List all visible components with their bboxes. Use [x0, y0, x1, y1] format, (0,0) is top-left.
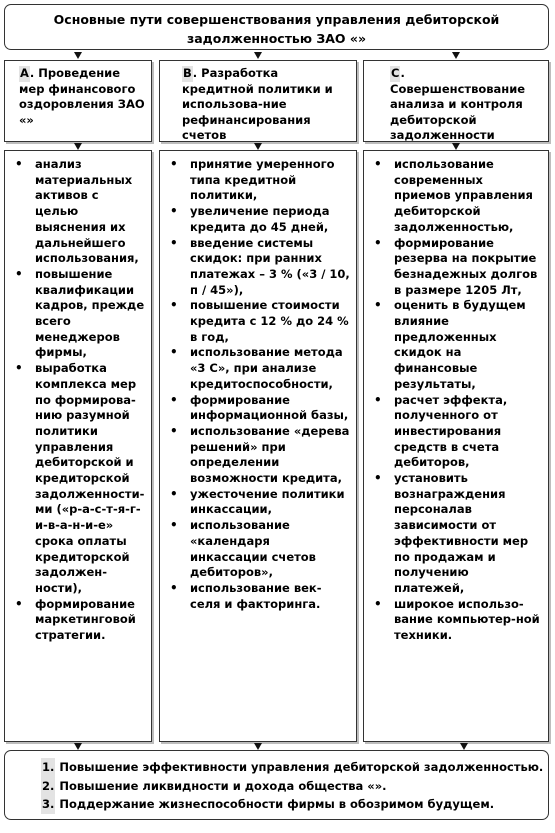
result-number: 2. — [41, 777, 55, 796]
column-b-list — [160, 151, 356, 612]
list-item: • использование метода «3 С», при анализе кредитоспособности, — [190, 345, 350, 392]
arrow-down-icon — [74, 743, 82, 750]
list-item: • выработка комплекса мер по формирова-нию разумной политики управления дебиторской и кредиторской задолженности-ми («р-а-с-т-я-г-и-в-а-н-и-е» срока оплаты кредиторской задолжен-ности), — [35, 361, 145, 597]
arrow-down-icon — [452, 52, 460, 59]
column-c-header-text: . Совершенствование анализа и контроля дебиторской задолженности — [390, 66, 526, 142]
list-item: • введение системы скидок: при ранних платежах – 3 % («3 / 10, п / 45»), — [190, 236, 350, 299]
column-a-header — [4, 60, 152, 142]
column-a-header-text: . Проведение мер финансового оздоровления ЗАО «» — [19, 66, 145, 127]
result-text: Повышение ликвидности и дохода общества «». — [59, 778, 387, 793]
diagram-title-box — [4, 4, 549, 50]
results-box — [4, 750, 549, 820]
arrow-down-icon — [74, 52, 82, 59]
column-a-letter: А — [20, 66, 29, 80]
result-number: 3. — [41, 795, 55, 814]
arrow-down-icon — [254, 52, 262, 59]
result-item — [41, 758, 548, 777]
result-item — [41, 777, 548, 796]
list-item: • повышение стоимости кредита с 12 % до 24 % в год, — [190, 298, 350, 345]
column-c-header — [363, 60, 549, 142]
column-b-measures — [159, 150, 357, 742]
arrow-down-icon — [460, 743, 468, 750]
arrow-down-icon — [254, 743, 262, 750]
result-text: Поддержание жизнеспособности фирмы в обозримом будущем. — [59, 797, 495, 811]
column-b-header — [159, 60, 357, 142]
list-item: • формирование маркетинговой стратегии. — [35, 597, 145, 644]
list-item: • повышение квалификации кадров, прежде всего менеджеров фирмы, — [35, 267, 145, 361]
result-item — [41, 795, 548, 814]
list-item: • широкое использо-вание компьютер-ной техники. — [394, 597, 542, 644]
arrow-down-icon — [452, 143, 460, 150]
list-item: • увеличение периода кредита до 45 дней, — [190, 204, 350, 235]
list-item: • оценить в будущем влияние предложенных скидок на финансовые результаты, — [394, 298, 542, 392]
list-item: • установить вознаграждения персоналав зависимости от эффективности мер по продажам и получению платежей, — [394, 471, 542, 597]
results-list — [41, 758, 548, 814]
column-b-header-text: . Разработка кредитной политики и использова-ние рефинансирования счетов — [182, 66, 333, 142]
result-text: Повышение эффективности управления дебиторской задолженностью. — [59, 760, 544, 774]
column-a-measures — [4, 150, 152, 742]
diagram-title: Основные пути совершенствования управления дебиторской задолженностью ЗАО «» — [53, 12, 500, 46]
list-item: • использование «календаря инкассации счетов дебиторов», — [190, 518, 350, 581]
list-item: • формирование информационной базы, — [190, 393, 350, 424]
list-item: • принятие умеренного типа кредитной политики, — [190, 157, 350, 204]
result-number: 1. — [41, 758, 55, 777]
list-item: • анализ материальных активов с целью выяснения их дальнейшего использования, — [35, 157, 145, 267]
list-item: • использование современных приемов управления дебиторской задолженностью, — [394, 157, 542, 236]
list-item: • использование «дерева решений» при определении возможности кредита, — [190, 424, 350, 487]
list-item: • использование век-селя и факторинга. — [190, 581, 350, 612]
column-b-letter: В — [183, 66, 192, 80]
list-item: • формирование резерва на покрытие безнадежных долгов в размере 1205 Лт, — [394, 236, 542, 299]
list-item: • расчет эффекта, полученного от инвестирования средств в счета дебиторов, — [394, 393, 542, 472]
column-a-list — [5, 151, 151, 644]
column-c-list — [364, 151, 548, 644]
column-c-letter: С — [391, 66, 400, 80]
list-item: • ужесточение политики инкассации, — [190, 487, 350, 518]
column-c-measures — [363, 150, 549, 742]
arrow-down-icon — [254, 143, 262, 150]
arrow-down-icon — [74, 143, 82, 150]
